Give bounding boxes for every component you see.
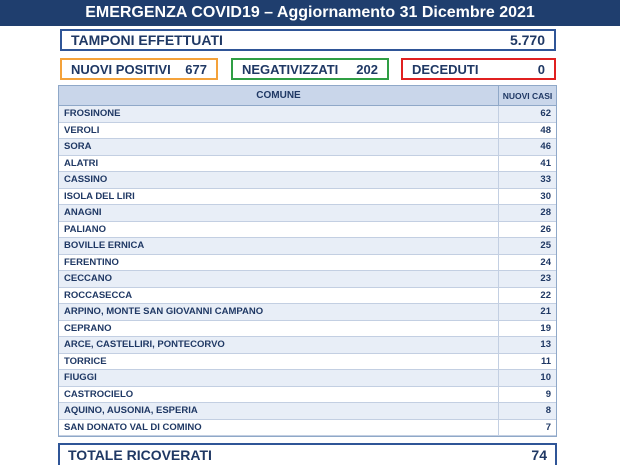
nuovi-casi-value: 48: [498, 123, 556, 139]
tamponi-box: [60, 29, 556, 51]
table-row: [59, 106, 556, 123]
nuovi-casi-value: 9: [498, 387, 556, 403]
table-row: [59, 387, 556, 404]
totale-ricoverati-box: [58, 443, 557, 465]
table-row: [59, 189, 556, 206]
comune-name: ANAGNI: [64, 207, 102, 219]
comune-name: ALATRI: [64, 157, 99, 169]
positivi-label: NUOVI POSITIVI: [71, 61, 171, 77]
comune-name: CECCANO: [64, 273, 113, 285]
column-header-comune: COMUNE: [256, 90, 301, 101]
nuovi-casi-value: 22: [498, 288, 556, 304]
table-row: [59, 304, 556, 321]
nuovi-casi-value: 10: [498, 370, 556, 386]
comune-name: ISOLA DEL LIRI: [64, 190, 135, 202]
comune-name: ARCE, CASTELLIRI, PONTECORVO: [64, 339, 225, 351]
nuovi-casi-value: 30: [498, 189, 556, 205]
table-row: [59, 139, 556, 156]
table-body: [59, 106, 556, 436]
nuovi-casi-value: 19: [498, 321, 556, 337]
nuovi-casi-value: 11: [498, 354, 556, 370]
nuovi-casi-value: 62: [498, 106, 556, 122]
totale-label: TOTALE RICOVERATI: [68, 447, 212, 463]
nuovi-casi-value: 28: [498, 205, 556, 221]
table-row: [59, 370, 556, 387]
comune-name: FERENTINO: [64, 256, 119, 268]
comune-name: ARPINO, MONTE SAN GIOVANNI CAMPANO: [64, 306, 264, 318]
table-row: [59, 403, 556, 420]
table-row: [59, 222, 556, 239]
nuovi-casi-value: 25: [498, 238, 556, 254]
table-row: [59, 123, 556, 140]
nuovi-casi-value: 24: [498, 255, 556, 271]
positivi-value: 677: [185, 61, 207, 77]
table-row: [59, 321, 556, 338]
comune-name: CASTROCIELO: [64, 388, 134, 400]
deceduti-value: 0: [537, 61, 545, 77]
table-row: [59, 337, 556, 354]
comune-name: BOVILLE ERNICA: [64, 240, 145, 252]
comune-name: PALIANO: [64, 223, 107, 235]
negativizzati-label: NEGATIVIZZATI: [242, 61, 339, 77]
nuovi-casi-value: 7: [498, 420, 556, 436]
negativizzati-box: [231, 58, 389, 80]
table-row: [59, 420, 556, 437]
nuovi-casi-value: 46: [498, 139, 556, 155]
negativizzati-value: 202: [356, 61, 378, 77]
nuovi-casi-value: 33: [498, 172, 556, 188]
column-header-nuovi-casi: NUOVI CASI: [498, 86, 556, 105]
table-row: [59, 156, 556, 173]
table-row: [59, 205, 556, 222]
comune-name: AQUINO, AUSONIA, ESPERIA: [64, 405, 198, 417]
table-row: [59, 271, 556, 288]
totale-value: 74: [531, 447, 547, 463]
tamponi-label: TAMPONI EFFETTUATI: [71, 32, 223, 48]
deceduti-box: [401, 58, 556, 80]
comune-name: SAN DONATO VAL DI COMINO: [64, 421, 202, 433]
deceduti-label: DECEDUTI: [412, 61, 479, 77]
comune-name: CEPRANO: [64, 322, 112, 334]
comune-name: FROSINONE: [64, 108, 121, 120]
comune-name: FIUGGI: [64, 372, 97, 384]
tamponi-value: 5.770: [509, 32, 545, 48]
table-row: [59, 255, 556, 272]
nuovi-positivi-box: [60, 58, 218, 80]
nuovi-casi-value: 8: [498, 403, 556, 419]
comune-name: SORA: [64, 141, 92, 153]
comuni-table: [58, 85, 557, 437]
nuovi-casi-value: 23: [498, 271, 556, 287]
comune-name: CASSINO: [64, 174, 108, 186]
table-row: [59, 172, 556, 189]
table-row: [59, 288, 556, 305]
table-row: [59, 354, 556, 371]
table-header: [59, 86, 556, 106]
page-title: EMERGENZA COVID19 – Aggiornamento 31 Dicembre 2021: [0, 0, 620, 26]
nuovi-casi-value: 26: [498, 222, 556, 238]
comune-name: VEROLI: [64, 124, 100, 136]
comune-name: TORRICE: [64, 355, 107, 367]
nuovi-casi-value: 21: [498, 304, 556, 320]
comune-name: ROCCASECCA: [64, 289, 133, 301]
nuovi-casi-value: 13: [498, 337, 556, 353]
nuovi-casi-value: 41: [498, 156, 556, 172]
table-row: [59, 238, 556, 255]
